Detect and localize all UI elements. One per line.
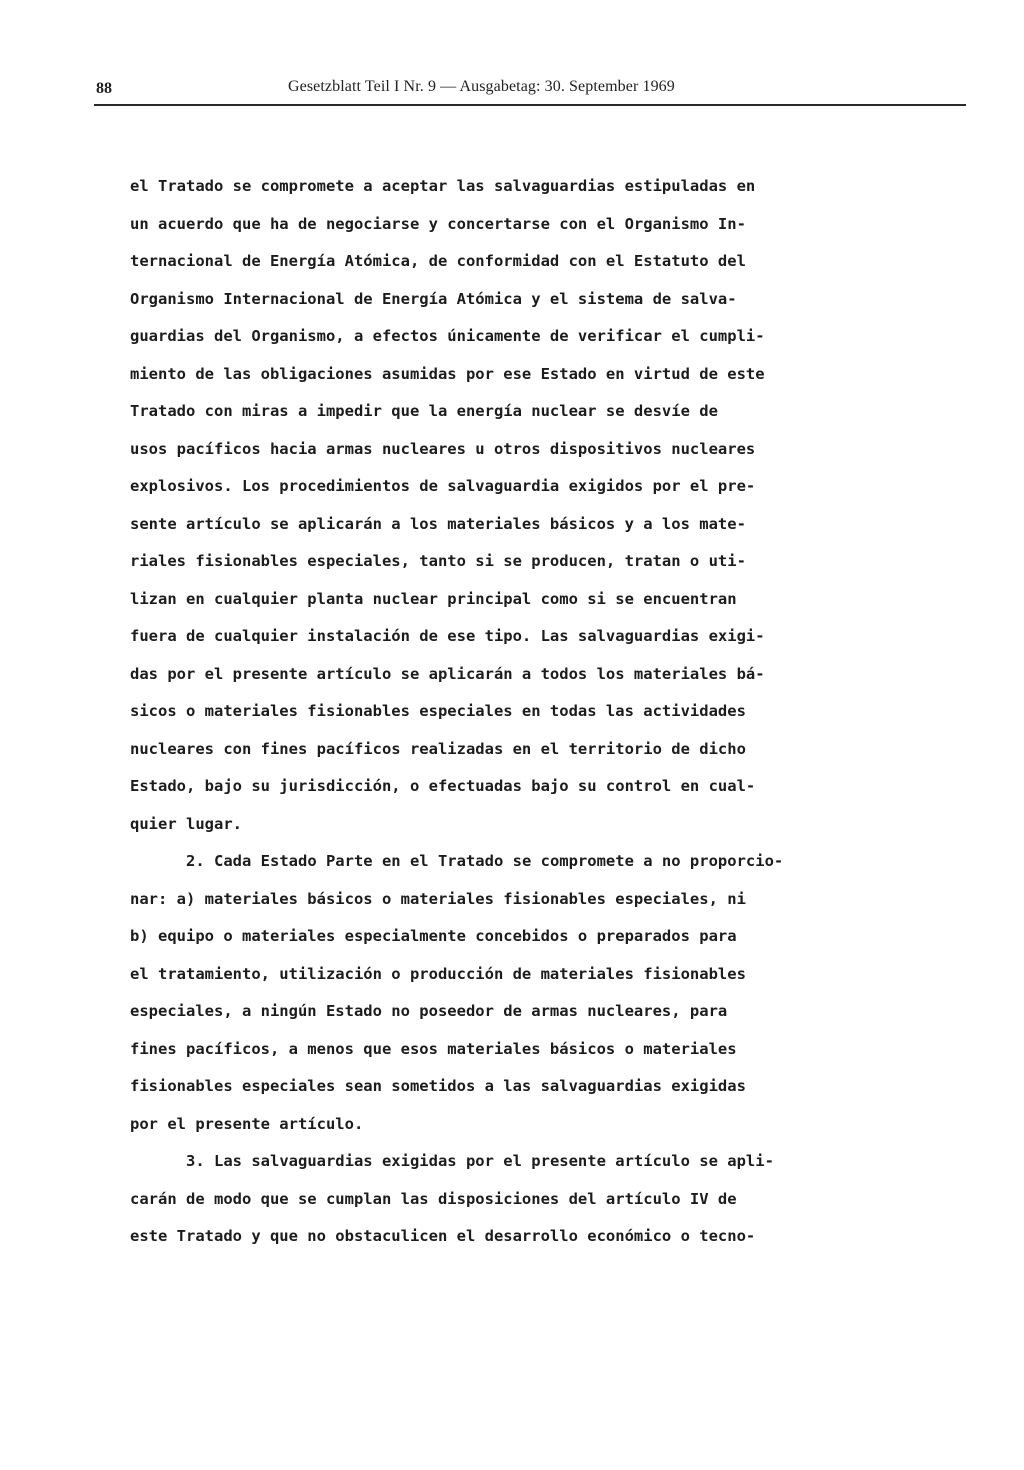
text-line: Estado, bajo su jurisdicción, o efectuadas bajo su control en cual- xyxy=(130,777,756,795)
page-header xyxy=(96,76,966,102)
text-line: especiales, a ningún Estado no poseedor de armas nucleares, para xyxy=(130,1002,728,1020)
page-number: 88 xyxy=(96,80,112,97)
text-line: riales fisionables especiales, tanto si se producen, tratan o uti- xyxy=(130,552,746,570)
text-line: carán de modo que se cumplan las disposiciones del artículo IV de xyxy=(130,1189,737,1208)
text-line: miento de las obligaciones asumidas por ese Estado en virtud de este xyxy=(130,364,765,383)
text-line: Organismo Internacional de Energía Atómica y el sistema de salva- xyxy=(130,289,737,308)
text-line: por el presente artículo. xyxy=(130,1114,364,1133)
text-line: lizan en cualquier planta nuclear principal como si se encuentran xyxy=(130,589,737,608)
text-line: sente artículo se aplicarán a los materiales básicos y a los mate- xyxy=(130,514,746,533)
text-line: quier lugar. xyxy=(130,814,242,833)
text-line: 2. Cada Estado Parte en el Tratado se compromete a no proporcio- xyxy=(186,852,784,870)
text-line: fines pacíficos, a menos que esos materiales básicos o materiales xyxy=(130,1039,737,1058)
text-line: sicos o materiales fisionables especiales en todas las actividades xyxy=(130,702,746,720)
text-line: el tratamiento, utilización o producción de materiales fisionables xyxy=(130,964,746,983)
text-line: explosivos. Los procedimientos de salvaguardia exigidos por el pre- xyxy=(130,477,756,495)
header-title: Gesetzblatt Teil I Nr. 9 — Ausgabetag: 30. September 1969 xyxy=(288,78,675,95)
text-line: ternacional de Energía Atómica, de conformidad con el Estatuto del xyxy=(130,252,746,270)
text-line: Tratado con miras a impedir que la energía nuclear se desvíe de xyxy=(130,402,718,420)
text-line: fisionables especiales sean sometidos a las salvaguardias exigidas xyxy=(130,1077,746,1095)
text-line: b) equipo o materiales especialmente concebidos o preparados para xyxy=(130,927,737,945)
header-rule xyxy=(94,104,966,106)
text-line: usos pacíficos hacia armas nucleares u otros dispositivos nucleares xyxy=(130,439,756,458)
text-line: un acuerdo que ha de negociarse y concertarse con el Organismo In- xyxy=(130,214,746,233)
body-text xyxy=(130,168,920,1256)
text-line: das por el presente artículo se aplicarán a todos los materiales bá- xyxy=(130,664,765,683)
text-line: 3. Las salvaguardias exigidas por el presente artículo se apli- xyxy=(186,1152,774,1170)
text-line: el Tratado se compromete a aceptar las salvaguardias estipuladas en xyxy=(130,177,756,195)
text-line: guardias del Organismo, a efectos únicamente de verificar el cumpli- xyxy=(130,327,765,345)
text-line: este Tratado y que no obstaculicen el desarrollo económico o tecno- xyxy=(130,1227,756,1245)
text-line: nar: a) materiales básicos o materiales fisionables especiales, ni xyxy=(130,889,746,908)
text-line: nucleares con fines pacíficos realizadas en el territorio de dicho xyxy=(130,739,746,758)
text-line: fuera de cualquier instalación de ese tipo. Las salvaguardias exigi- xyxy=(130,627,765,645)
